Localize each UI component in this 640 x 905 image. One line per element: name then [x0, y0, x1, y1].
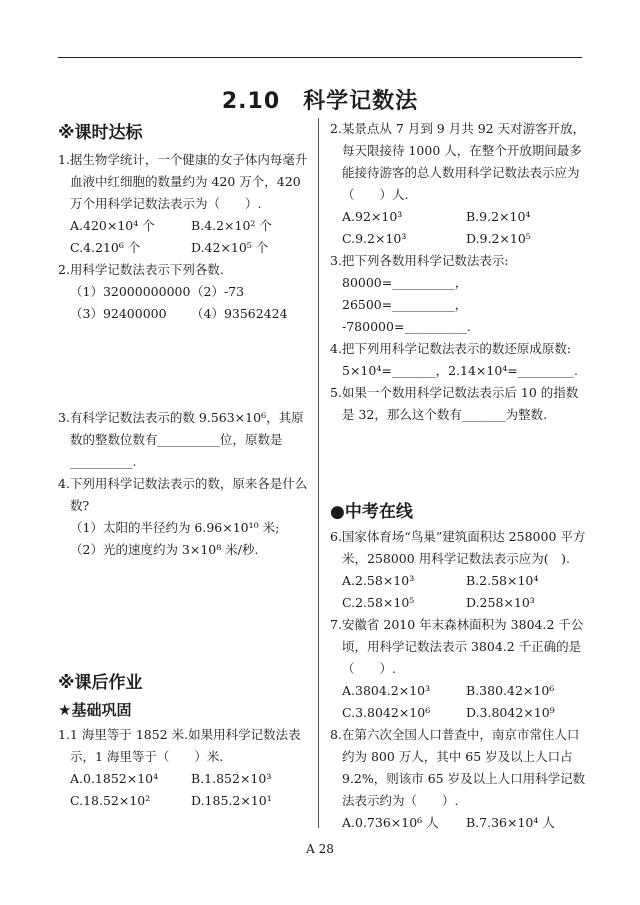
item-4: （4）93562424	[191, 306, 288, 321]
option-d: D.3.8042×10⁹	[466, 705, 555, 720]
question-3-right: 3.把下列各数用科学记数法表示:	[330, 253, 509, 268]
homework-section	[58, 668, 312, 812]
right-column	[330, 118, 590, 426]
homework-question-1-options	[58, 768, 312, 812]
question-8-options	[330, 812, 590, 834]
top-rule	[58, 57, 582, 58]
question-2-items	[58, 281, 312, 325]
item-1: （1）32000000000	[70, 284, 191, 299]
question-8: 8.在第六次全国人口普查中，南京市常住人口约为 800 万人，其中 65 岁及以上人口占9.2%，则该市 65 岁及以上人口用科学记数法表示约为（ ）.	[330, 727, 586, 808]
left-column	[58, 118, 312, 561]
question-3-right-line-2: -780000=__________.	[342, 319, 471, 334]
page-title: 2.10 科学记数法	[221, 89, 419, 114]
question-4-item-1: （1）太阳的半径约为 6.96×10¹⁰ 米;	[70, 520, 280, 535]
option-a: A.2.58×10³	[342, 573, 415, 588]
option-a: A.92×10³	[342, 209, 403, 224]
option-c: C.3.8042×10⁶	[342, 705, 431, 720]
option-b: B.4.2×10² 个	[191, 218, 272, 233]
option-c: C.4.210⁶ 个	[70, 240, 141, 255]
question-4-item-2: （2）光的速度约为 3×10⁸ 米/秒.	[70, 542, 259, 557]
option-b: B.380.42×10⁶	[466, 683, 555, 698]
question-2-right: 2.某景点从 7 月到 9 月共 92 天对游客开放，每天限接待 1000 人，在整个开放期间最多能接待游客的总人数用科学记数法表示应为（ ）人.	[330, 121, 586, 202]
option-b: B.9.2×10⁴	[466, 209, 531, 224]
column-divider	[318, 118, 319, 828]
option-a: A.3804.2×10³	[342, 683, 431, 698]
question-1: 1.据生物学统计，一个健康的女子体内每毫升血液中红细胞的数量约为 420 万个，420万个用科学记数法表示为（ ）.	[58, 152, 308, 211]
option-c: C.18.52×10²	[70, 793, 151, 808]
question-3-right-line-1: 80000=__________，26500=__________，	[342, 275, 468, 312]
option-d: D.258×10³	[466, 595, 535, 610]
option-d: D.185.2×10¹	[191, 793, 272, 808]
item-2: （2）-73	[191, 284, 245, 299]
question-3: 3.有科学记数法表示的数 9.563×10⁶，其原数的整数位数有__________位，原数是__________.	[58, 410, 304, 469]
option-b: B.7.36×10⁴ 人	[466, 815, 555, 830]
question-7-options	[330, 680, 590, 724]
question-4: 4.下列用科学记数法表示的数，原来各是什么数?	[58, 476, 308, 513]
question-2: 2.用科学记数法表示下列各数.	[58, 262, 224, 277]
question-1-options	[58, 215, 312, 259]
option-b: B.2.58×10⁴	[466, 573, 539, 588]
option-d: D.9.2×10⁵	[466, 231, 531, 246]
section-heading-class: ※课时达标	[58, 123, 143, 143]
question-6: 6.国家体育场“鸟巢”建筑面积达 258000 平方米，258000 用科学记数法表示应为( ).	[330, 529, 586, 566]
option-a: A.420×10⁴ 个	[70, 218, 155, 233]
question-5-right: 5.如果一个数用科学记数法表示后 10 的指数是 32，那么这个数有_______为整数.	[330, 385, 579, 422]
exam-section	[330, 497, 590, 834]
question-2-right-options	[330, 206, 590, 250]
question-7: 7.安徽省 2010 年末森林面积为 3804.2 千公顷，用科学记数法表示 3804.2 千正确的是（ ）.	[330, 617, 584, 676]
page-number: A 28	[306, 842, 334, 856]
item-3: （3）92400000	[70, 306, 167, 321]
option-a: A.0.1852×10⁴	[70, 771, 159, 786]
option-c: C.2.58×10⁵	[342, 595, 415, 610]
question-4-right: 4.把下列用科学记数法表示的数还原成原数:	[330, 341, 572, 356]
option-b: B.1.852×10³	[191, 771, 272, 786]
subsection-basic: ★基础巩固	[58, 701, 132, 719]
homework-question-1: 1.1 海里等于 1852 米.如果用科学记数法表示，1 海里等于（ ）米.	[58, 727, 301, 764]
section-heading-exam: ●中考在线	[330, 502, 413, 522]
question-6-options	[330, 570, 590, 614]
section-heading-homework: ※课后作业	[58, 673, 143, 693]
question-4-right-line-1: 5×10⁴=_______，2.14×10⁴=_________.	[342, 363, 578, 378]
option-a: A.0.736×10⁶ 人	[342, 815, 439, 830]
option-d: D.42×10⁵ 个	[191, 240, 269, 255]
option-c: C.9.2×10³	[342, 231, 407, 246]
